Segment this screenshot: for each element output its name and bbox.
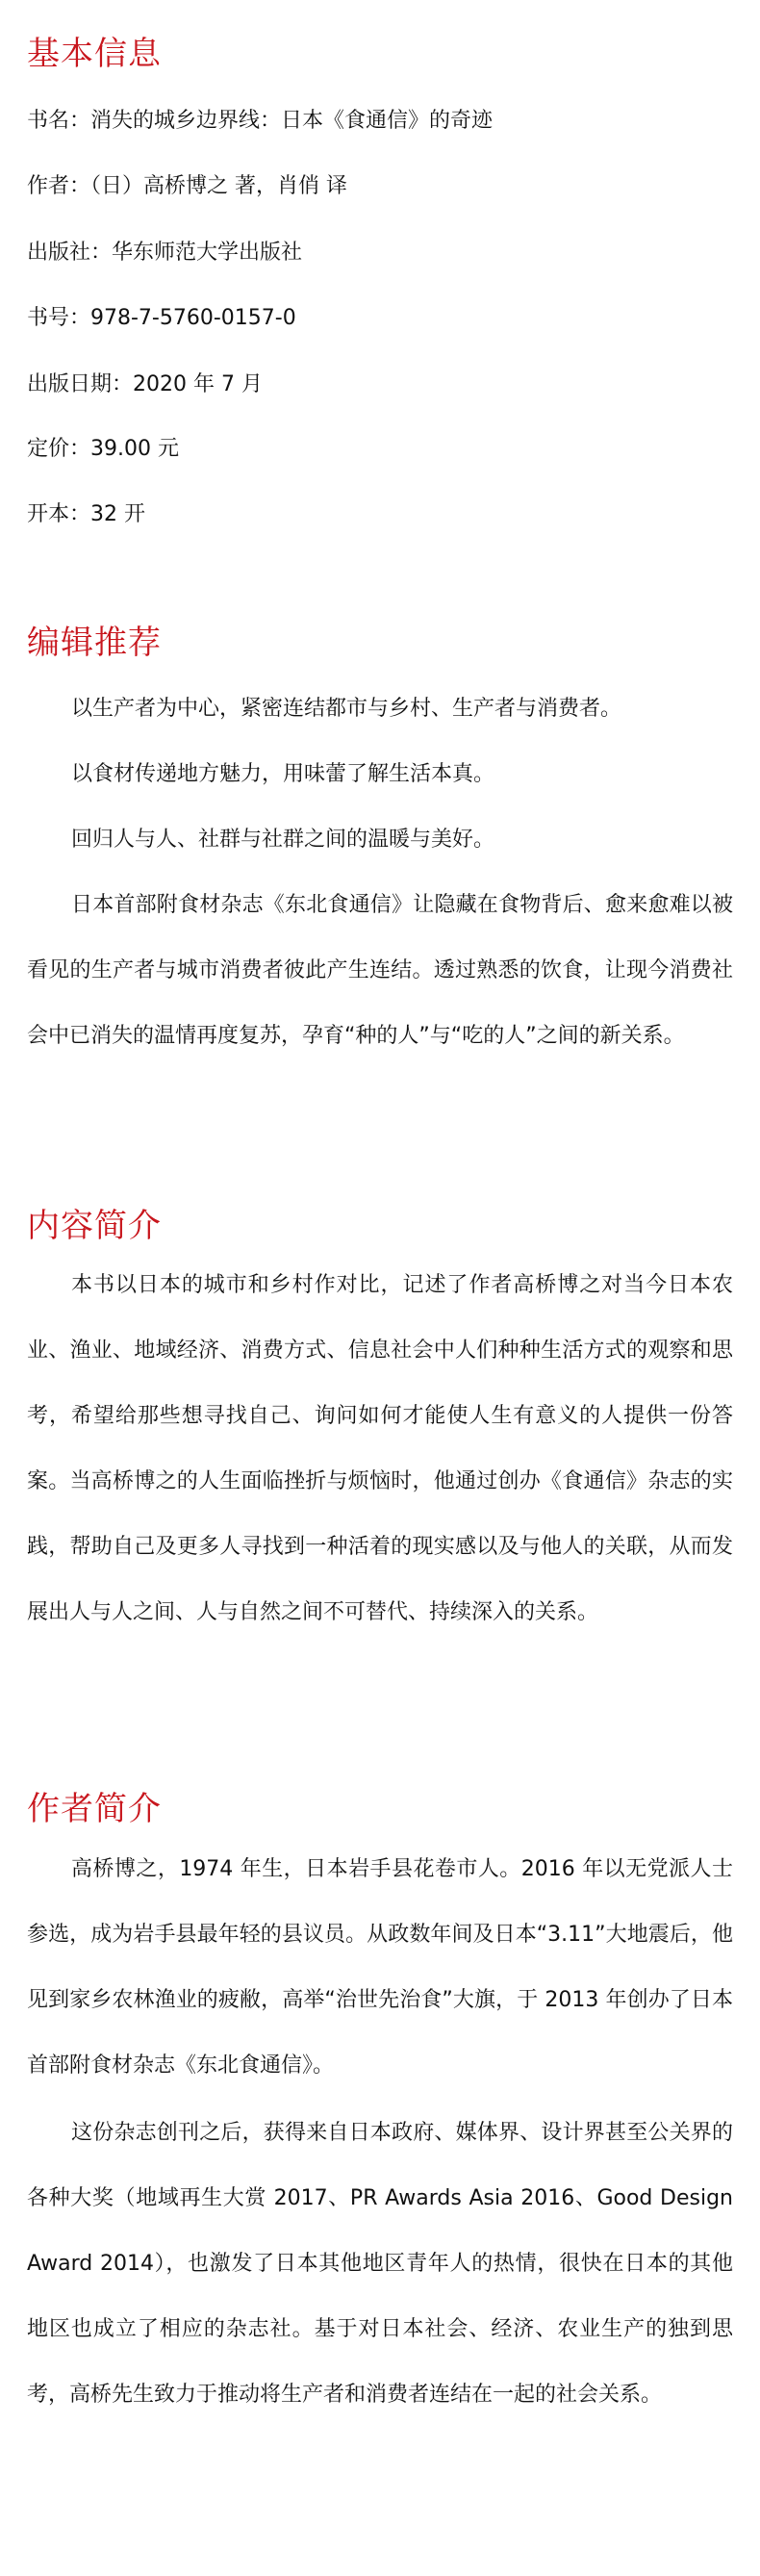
section-title-basic-info: 基本信息: [27, 35, 162, 73]
recommend-line-3: 回归人与人、社群与社群之间的温暖与美好。: [71, 828, 495, 852]
author-paragraph-2: 这份杂志创刊之后，获得来自日本政府、媒体界、设计界甚至公关界的各种大奖（地域再生大赏 2017、PR Awards Asia 2016、Good Design Award 2014），也激发了日本其他地区青年人的热情，很快在日本的其他地区也成立了相应的杂志社。基于对日本社会、经济、农业生产的独到思考，高桥先生致力于推动将生产者和消费者连结在一起的社会关系。: [27, 2121, 733, 2407]
recommend-paragraph: 日本首部附食材杂志《东北食通信》让隐藏在食物背后、愈来愈难以被看见的生产者与城市消费者彼此产生连结。透过熟悉的饮食，让现今消费社会中已消失的温情再度复苏，孕育“种的人”与“吃的人”之间的新关系。: [27, 893, 733, 1048]
info-author: 作者：（日）高桥博之 著，肖俏 译: [27, 174, 347, 198]
info-publisher: 出版社：华东师范大学出版社: [27, 241, 303, 265]
summary-paragraph: 本书以日本的城市和乡村作对比，记述了作者高桥博之对当今日本农业、渔业、地域经济、消费方式、信息社会中人们种种生活方式的观察和思考，希望给那些想寻找自己、询问如何才能使人生有意义的人提供一份答案。当高桥博之的人生面临挫折与烦恼时，他通过创办《食通信》杂志的实践，帮助自己及更多人寻找到一种活着的现实感以及与他人的关联，从而发展出人与人之间、人与自然之间不可替代、持续深入的关系。: [27, 1273, 733, 1624]
info-format: 开本：32 开: [27, 502, 145, 526]
info-publish-date: 出版日期：2020 年 7 月: [27, 372, 263, 396]
author-paragraph-1: 高桥博之，1974 年生，日本岩手县花卷市人。2016 年以无党派人士参选，成为岩手县最年轻的县议员。从政数年间及日本“3.11”大地震后，他见到家乡农林渔业的疲敝，高举“治世先治食”大旗，于 2013 年创办了日本首部附食材杂志《东北食通信》。: [27, 1857, 733, 2078]
info-price: 定价：39.00 元: [27, 437, 179, 461]
section-title-author-bio: 作者简介: [27, 1790, 162, 1828]
recommend-line-1: 以生产者为中心，紧密连结都市与乡村、生产者与消费者。: [71, 697, 622, 721]
info-book-title: 书名：消失的城乡边界线：日本《食通信》的奇迹: [27, 109, 494, 133]
section-title-editor-recommendation: 编辑推荐: [27, 624, 162, 662]
section-title-content-summary: 内容简介: [27, 1207, 162, 1245]
info-isbn: 书号：978-7-5760-0157-0: [27, 306, 296, 330]
recommend-line-2: 以食材传递地方魅力，用味蕾了解生活本真。: [71, 762, 495, 786]
